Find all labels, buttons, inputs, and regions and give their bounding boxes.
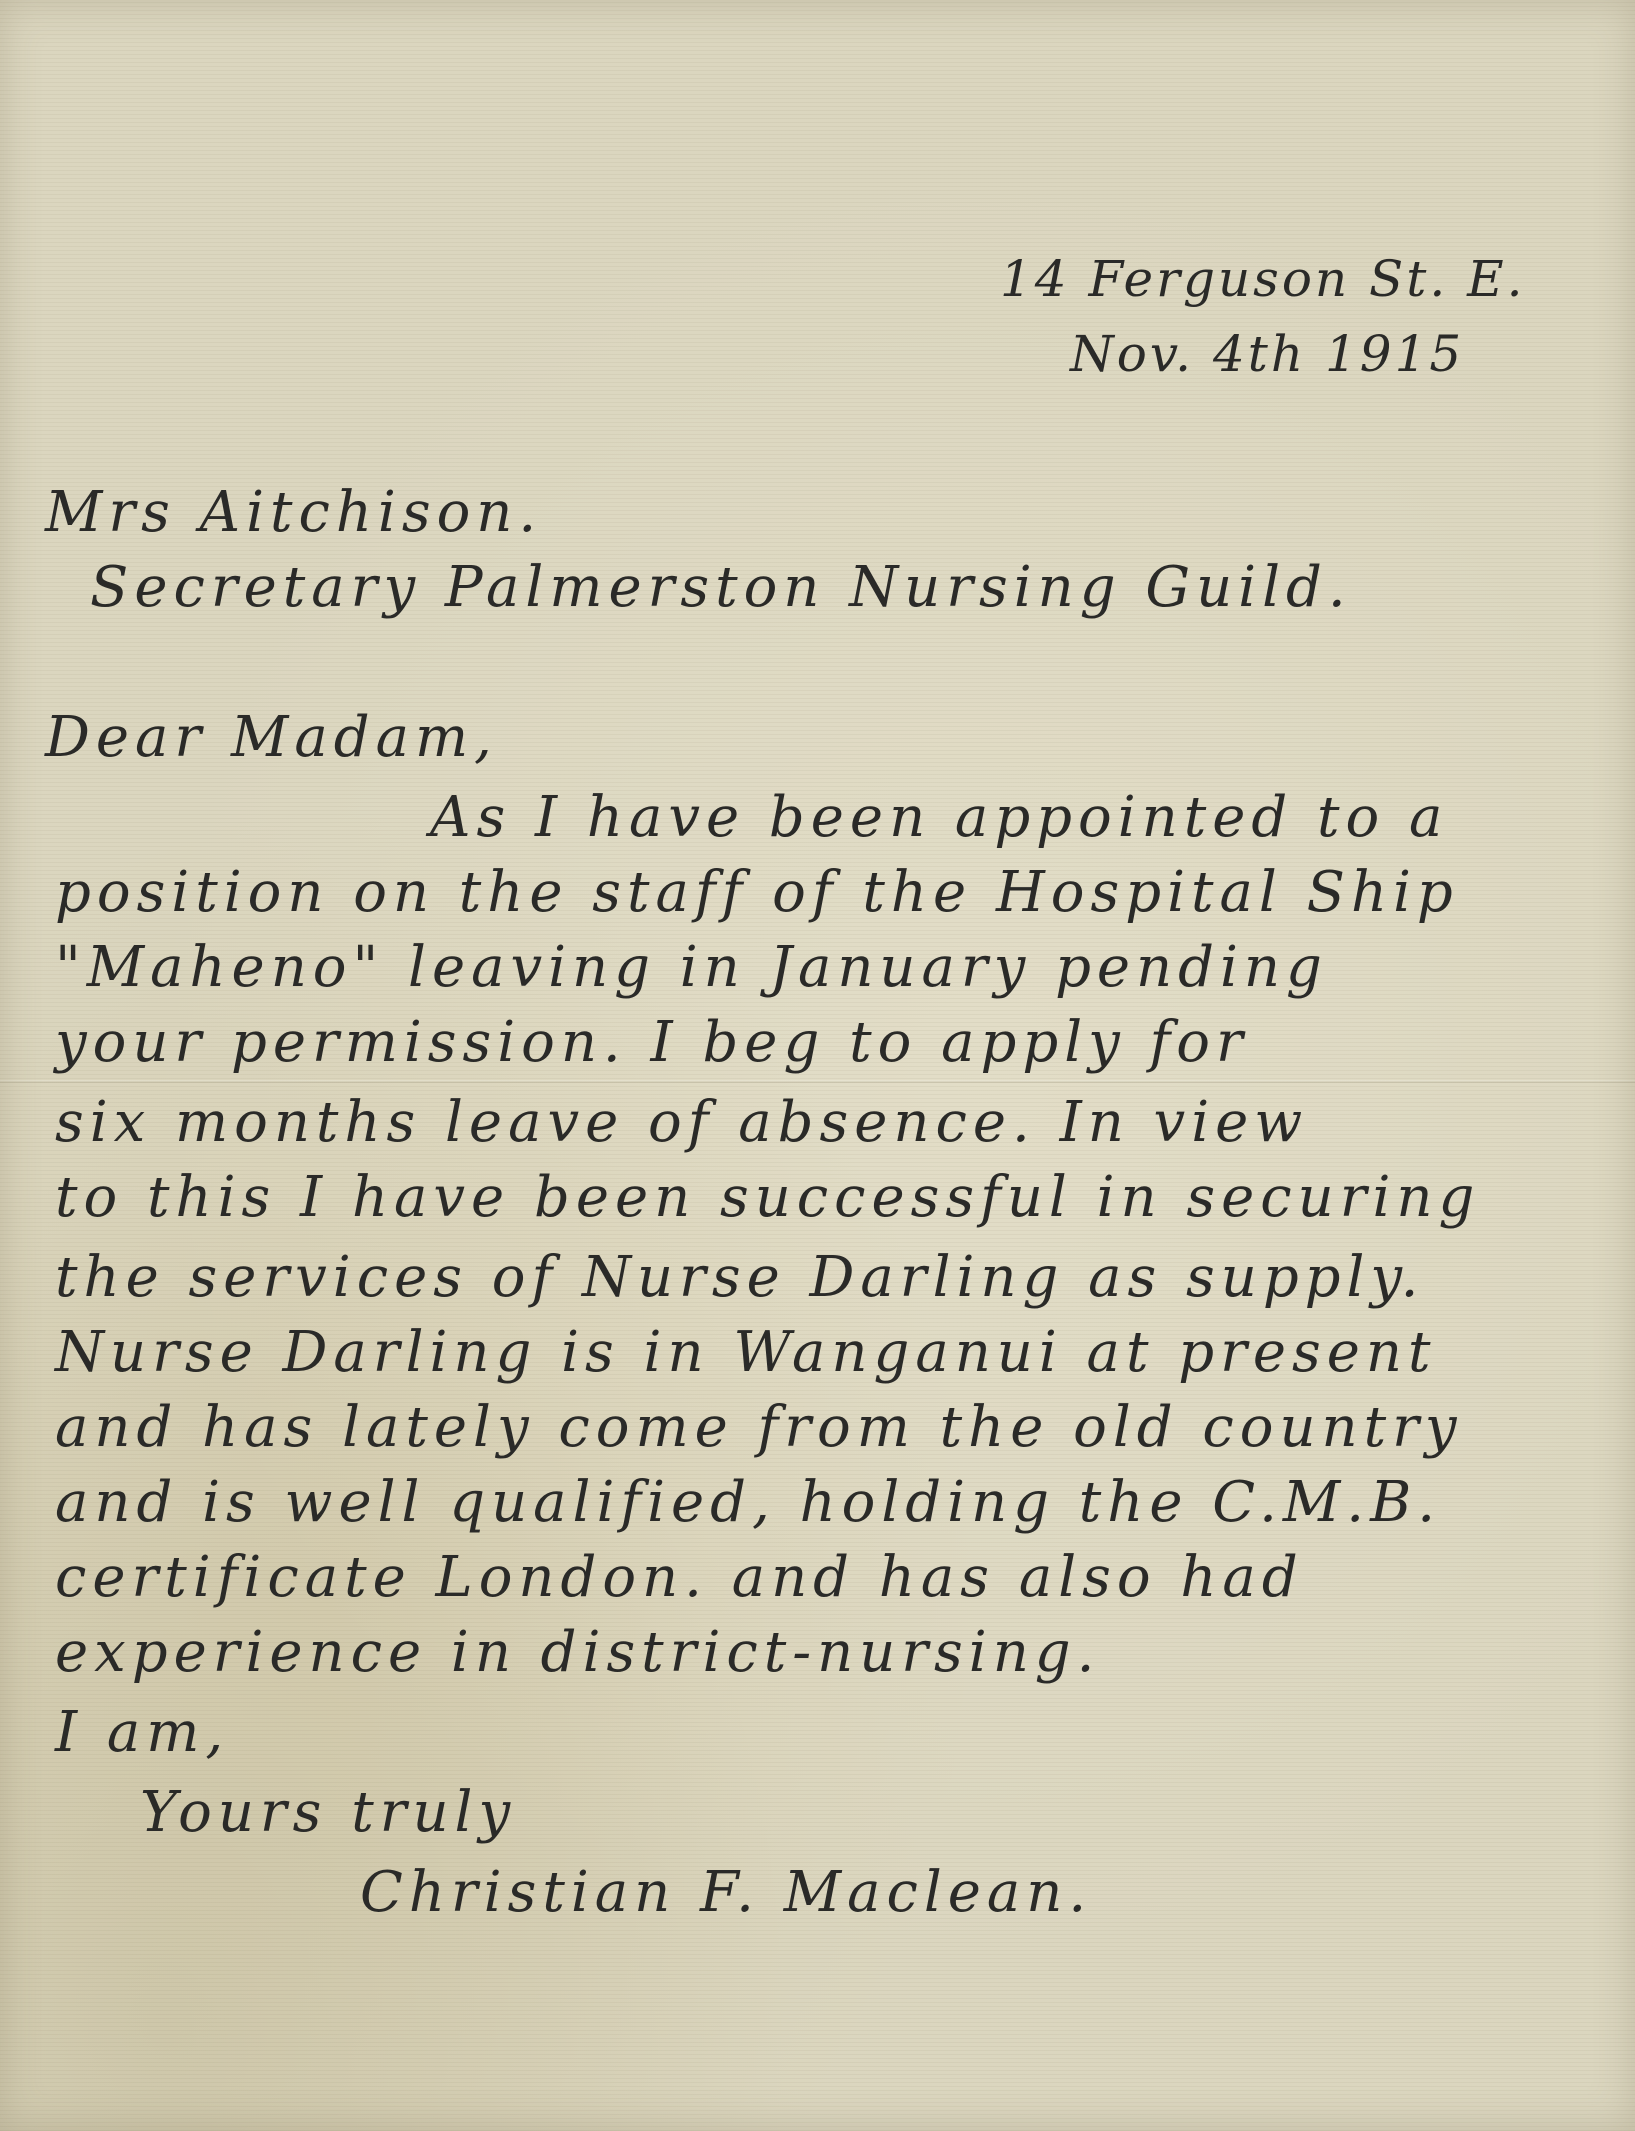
signature: Christian F. Maclean. — [360, 1860, 1093, 1925]
body-line: six months leave of absence. In view — [55, 1090, 1309, 1155]
body-line: to this I have been successful in securing — [55, 1165, 1481, 1230]
address-line: 14 Ferguson St. E. — [1000, 250, 1526, 308]
body-line: Nurse Darling is in Wanganui at present — [55, 1320, 1437, 1385]
body-line: the services of Nurse Darling as supply. — [55, 1245, 1425, 1310]
body-line: and has lately come from the old country — [55, 1395, 1463, 1460]
body-line: As I have been appointed to a — [430, 785, 1449, 850]
recipient-name: Mrs Aitchison. — [45, 480, 543, 545]
date-line: Nov. 4th 1915 — [1070, 325, 1465, 383]
body-line: your permission. I beg to apply for — [55, 1010, 1249, 1075]
body-line: "Maheno" leaving in January pending — [55, 935, 1328, 1000]
recipient-title: Secretary Palmerston Nursing Guild. — [90, 555, 1352, 620]
body-line: position on the staff of the Hospital Ship — [55, 860, 1459, 925]
body-line: certificate London. and has also had — [55, 1545, 1304, 1610]
body-line: and is well qualified, holding the C.M.B. — [55, 1470, 1442, 1535]
closing-line: Yours truly — [140, 1780, 517, 1845]
body-line: experience in district-nursing. — [55, 1620, 1101, 1685]
salutation: Dear Madam, — [45, 705, 498, 770]
closing-line: I am, — [55, 1700, 230, 1765]
